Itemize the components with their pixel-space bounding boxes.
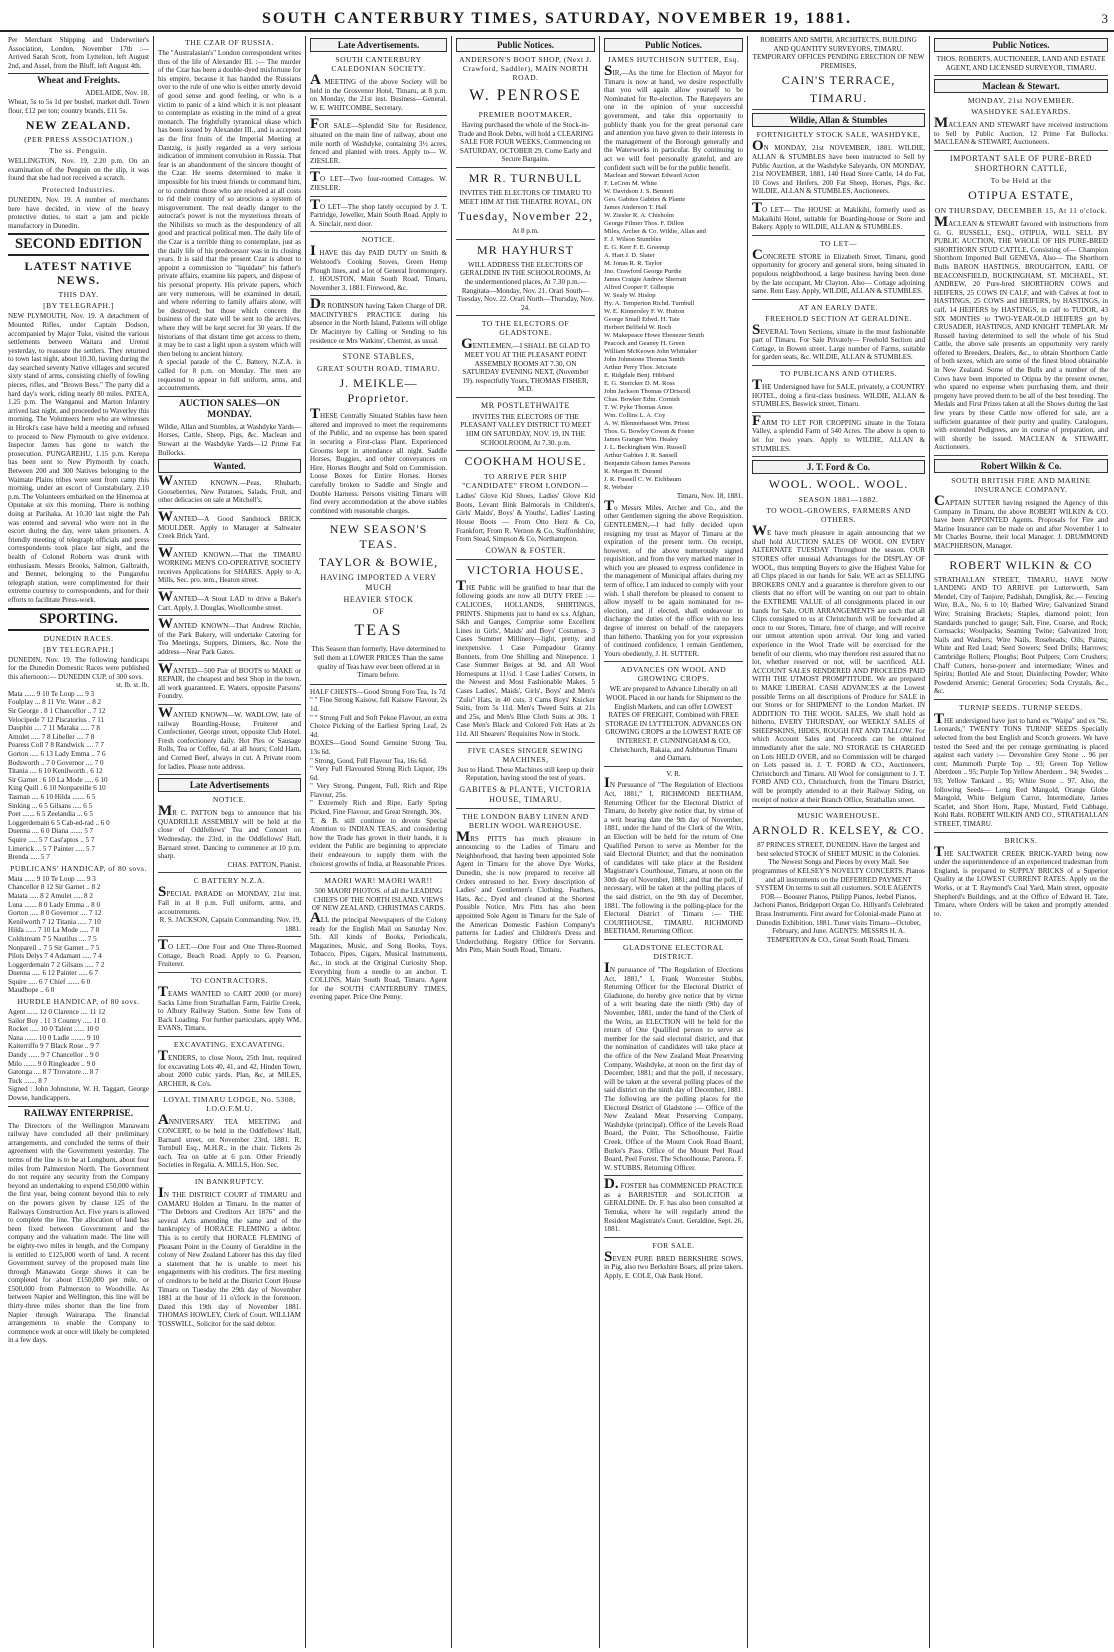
taylor-bowie: TAYLOR & BOWIE,	[318, 555, 439, 570]
maori-photos: 500 MAORI PHOTOS. of all the LEADING CHIEFS OF THE NORTH ISLAND. VIEWS OF NEW ZEALAND. CHRISTMAS CARDS.	[311, 887, 446, 913]
teas-display: TEAS	[354, 622, 403, 640]
list-item: Sailor Boy . 11 3 Country ..... 11 0	[8, 1016, 106, 1025]
list-item: Loggerdemain 7 2 Gilsans ..... 7 2	[8, 960, 105, 969]
list-item: Maclean and Stewart Edward Acton	[604, 172, 700, 180]
press-association: (PER PRESS ASSOCIATION.)	[24, 135, 133, 145]
late-ads-banner: Late Advertisements	[158, 778, 301, 792]
farm-to-let: FARM TO LET FOR CROPPING situate in the Totara Valley, a splendid Farm of 540 Acres. The above is open to let for two years. Apply to WILDIE, ALLAN & STUMBLES.	[752, 416, 925, 457]
list-item: WANTED—A Stout LAD to drive a Baker's Cart. Apply, J. Douglas, Woollcombe street.	[158, 592, 301, 616]
by-telegraph-2: [BY TELEGRAPH.]	[43, 644, 114, 654]
column-7	[930, 36, 1112, 1648]
list-item: Sir Garnet . 6 10 La Mode ..... 6 10	[8, 775, 108, 784]
list-item: John Jackson Thomas O'Driscoll	[604, 388, 691, 396]
wilkin-name: ROBERT WILKIN & CO	[949, 557, 1093, 572]
weights-header: st. lb. st. lb.	[116, 681, 149, 690]
requisition-signatories	[604, 172, 743, 492]
auction-heading: AUCTION SALES—ON MONDAY.	[158, 396, 301, 421]
list-item: W. Davidson J. S. Bennett	[604, 188, 674, 196]
list-item: Luna ....... 8 0 Lady Emma .. 8 0	[8, 900, 101, 909]
timaru-label: TIMARU.	[752, 91, 925, 110]
dunedin-races: DUNEDIN RACES.	[43, 633, 114, 643]
gladstone-electors: TO THE ELECTORS OF GLADSTONE.	[481, 319, 570, 338]
publicans-weights	[8, 875, 149, 995]
maclean-body: MACLEAN AND STEWART have received instructions to Sell by Public Auction, 12 Prime Fat Bullocks. MACLEAN & STEWART, Auctioneers.	[934, 118, 1108, 151]
list-item: Amulet ..... 7 8 Libeller .... 7 8	[8, 732, 95, 741]
list-item: BOXES—Good Sound Genuine Strong Tea, 13s 6d.	[310, 739, 447, 756]
wanted-banner: Wanted.	[158, 459, 301, 473]
victoria-house: VICTORIA HOUSE.	[466, 562, 585, 577]
caledonian-heading: SOUTH CANTERBURY CALEDONIAN SOCIETY.	[331, 55, 426, 73]
list-item: Squire ..... 5 7 Cast'aptos .. 5 7	[8, 835, 95, 844]
list-item: George Filmer Thos. F. Dillon	[604, 220, 684, 228]
list-item: WANTED—A Good Sandstock BRICK MOULDER. Apply to Manager at Saltwater Creek Brick Yard.	[158, 512, 301, 545]
column-3	[306, 36, 452, 1648]
roberts-smith: ROBERTS AND SMITH, ARCHITECTS, BUILDING AND QUANTITY SURVEYORS, TIMARU.	[760, 36, 917, 53]
maori-war-heading: MAORI WAR! MAORI WAR!!	[324, 876, 433, 886]
teas-footer: T. & B. still continue to devote Special Attention to INDIAN TEAS, and considering how the Trade has grown in their hands, it is evident the Public are beginning to appreciate their endeavours to supply them with the choicest growths of India, at Reasonable Prices.	[310, 816, 447, 868]
list-item: Titania .... 6 10 Kenilworth . 6 12	[8, 767, 103, 776]
hurdle-handicap: HURDLE HANDICAP, of 80 sovs.	[17, 997, 140, 1007]
cains-terrace: CAIN'S TERRACE,	[781, 73, 896, 88]
sutter-reply: To Messrs Miles, Archer and Co., and the other Gentlemen signing the above Requisition. GENTLEMEN,—I had fully decided upon resigning my trust as Mayor of Timaru at the expiration of the present term. On receipt, however, of the above numerously signed requisition, and from the very marked manner in which you are pleased to express confidence in the management of Municipal affairs during my term of office, I am induced to comply with your wish. I shall therefore be pleased to consent to allow myself to be again nominated for re-election, and if elected, shall endeavour to discharge the duties of the office with no less degree of interest on behalf of the ratepayers than hitherto. Thanking you for your expression of continued confidence, I remain Gentlemen, Yours obediently, J. H. SUTTER.	[604, 501, 743, 663]
auction-body: Wildie, Allan and Stumbles, at Washdyke Yards—Horses, Cattle, Sheep, Pigs, &c. Maclean and Stewart at the Washdyke Yards—12 Prime Fat Bullocks.	[158, 422, 301, 457]
races-footer: Signed : John Johnstone, W. H. Taggart, George Dowse, handicappers.	[8, 1085, 149, 1102]
makikihi-house: TO LET— The HOUSE at Makikihi, formerly used as Makaikihi Hotel, suitable for Boarding-house or Store and Bakery. Apply to WILDIE, ALLAN & STUMBLES.	[752, 203, 925, 236]
list-item: Coldstream 7 5 Nautilus .... 7 5	[8, 934, 97, 943]
list-item: Thos. G. Bowley Cowan & Foster	[604, 428, 695, 436]
masthead	[0, 6, 1114, 32]
washdyke-saleyards: WASHDYKE SALEYARDS.	[971, 107, 1071, 117]
list-item: Loggerdemain 6 5 Cab-ed-rad .. 6 0	[8, 818, 110, 827]
list-item: Peacock and Geaney H. Green	[604, 340, 685, 348]
list-item: Tuck ....... 8 7	[8, 1076, 48, 1085]
by-telegraph: [BY TELEGRAPH.]	[43, 301, 114, 311]
timaru-election-notice: IN Pursuance of "The Regulation of Elections Act, 1881," I, RICHMOND BEETHAM, Returning Officer for the Electoral District of Timaru, do hereby give notice that, by virtue of a writ bearing date the 9th day of November, 1881, under the hand of the Clerk of the Writs, an Election will be held for the return of One Qualified Person to serve as Member for the said Electoral District; and that the nomination of candidates will take place at the Resident Magistrate's Courthouse, Timaru, at noon on the 30th day of November, 1881; and that the poll, if necessary, will be taken at the polling places of the said district, on the 9th day of December, 1881. The following is the polling-place for the Electoral District of Timaru :— THE COURTHOUSE, TIMARU. RICHMOND BEETHAM, Returning Officer.	[604, 778, 743, 940]
excavating-heading: EXCAVATING. EXCAVATING.	[173, 1040, 286, 1050]
concrete-store: CONCRETE STORE in Elizabeth Street, Timaru, good opportunity for grocery and general store, being situated in populous neighborhood, a large business having been done by the late occupant, Mr Clayton. Also— Cottage adjoining same. Rent Easy. Apply, WILDIE, ALLAN & STUMBLES.	[752, 250, 925, 300]
public-notices-banner-3: Public Notices.	[934, 38, 1108, 52]
thursday-date: ON THURSDAY, DECEMBER 15, At 11 o'clock.	[934, 205, 1108, 215]
bricks-body: THE SALTWATER CREEK BRICK-YARD being now under the superintendence of an experienced tradesman from England, is prepared to SUPPLY BRICKS of a Superior Quality at the LOWEST CURRENT RATES. Apply on the Works, or at T. Raymond's Coal Yard, Main street, opposite Shepherd's Buildings, and at the Office of Edward H. Tate, Timaru, where Orders will be taken and promptly attended to.	[934, 843, 1108, 918]
list-item: F. J. Wilson Stumbles	[604, 236, 662, 244]
sutter-reply-date: Timaru, Nov. 18, 1881.	[676, 492, 743, 501]
turnip-body: THE undersigned have just to hand ex "Waipa" and ex "St. Leonards," TWENTY TONS TURNIP SEEDS Specially selected from the best English and Scotch growers. We have tested the Seed and the per centage germinating is placed against each variety :— Devonshire Grey Stone .. 96 per cent; Mammoth Purple Top .. 93; Green Top Yellow Aberdeen .. 95; Purple Top Yellow Aberdeen .. 94; Swedes .. 93; Yellow Tankard .. 95; White Stone .. 97. Also, the following Seeds— Long Red Mangold, Orange Globe Mangold, White Belgium Carrot, Intermediate, James Scarlet, and Short Horn, Rape, Mustard, Field Cabbage, Kohl Rabi. ROBERT WILKIN AND CO., STRATHALLAN STREET, TIMARU.	[934, 714, 1108, 833]
sutter-requisition: SIR,—As the time for Election of Mayor for Timaru is now at hand, we desire respectfully that you will again allow yourself to be Nominated for Re-election. The Ratepayers are one in the opinion of your successful government, and take this opportunity to publicly thank you for the great personal care and attention you have given to their interests in the management of the Borough generally and the Waterworks in particular. By continuing to act we will feel personally grateful, and are confident such will be for the public benefit.	[604, 63, 743, 172]
penguin-heading: The ss. Penguin.	[49, 146, 108, 156]
list-item: King Quill . 6 10 Nonpareille 6 10	[8, 784, 106, 793]
to-let-heading: TO LET—	[820, 238, 857, 248]
column-6	[748, 36, 930, 1648]
list-item: Dauphin .... 7 11 Maraka ..... 7 8	[8, 724, 100, 733]
early-date: AT AN EARLY DATE.	[798, 302, 879, 312]
having-imported: HAVING IMPORTED A VERY MUCH	[320, 573, 437, 593]
list-item: Nana ....... 10 0 Ladle ........ 9 10	[8, 1033, 100, 1042]
wheat-body: Wheat, 5s to 5s 1d per bushel, market dull. Town flour, £12 per ton; country brands, £11 5s.	[8, 97, 149, 115]
list-item: Alfred Cooper F. Gillespie	[604, 284, 675, 292]
list-item: George Small Edwd. H. Tate	[604, 316, 680, 324]
list-item: Squire ..... 6 7 Chief ....... 6 0	[8, 977, 91, 986]
contractors-heading: TO CONTRACTORS.	[191, 976, 268, 986]
races-intro: DUNEDIN, Nov. 19. The following handicaps for the Dunedin Domestic Races were published this afternoon:— DUNEDIN CUP, of 300 sovs.	[8, 655, 149, 681]
postlethwaite-name: MR POSTLETHWAITE	[481, 400, 570, 410]
shipping-news: Per Merchant Shipping and Underwriter's Association, London, November 17th :— Arrived Sarah Scott, from Lyttelton, left August 2nd, and Assel, from the Bluff, left August 4th.	[8, 36, 149, 70]
native-news-body: NEW PLYMOUTH, Nov. 19. A detachment of Mounted Rifles, under Captain Dodson, accompanied by Major Tuke, visited the various settlements between Waitara and Urenui yesterday, to reassure the settlers. They returned to town last night, about 10.30, having during the day searched seventy Native villages and secured sixty stand of arms, consisting chiefly of fowling pieces, rifles, and "Brown Bess." The party did a hard day's work, riding nearly 80 miles. PATEA, 1.25 p.m. The Wanganui and Marton Infantry arrived last night, and proceeded to Waverley this morning. The Volunteers here who are witnesses in Hiroki's case have held a meeting and refused to proceed to New Plymouth to give evidence. Inspector James has gone to watch the prosecution. PUNGAREHU, 1.15 p.m. Kerepa has been sent to New Plymouth by coach. Between 200 and 300 Natives belonging to the Waimate Plains tribes were sent from camp this morning, under an escort of Constabulary. 2.10 p.m. The Volunteers embarked on the Hinemoa at Opunake at six this morning. There is nothing doing at Parihaka. At 10.30 last night the Pah was entered and several who were not in the escort during the day, were taken prisoners. A friendly meeting of telegraph officials and press correspondents took place last night, and the health of Colonel Roberts was drunk with enthusiasm. Messrs Brooks, Salmon, Galbraith, and Bennet, belonging to the Pungarehu telegraph station, were complimented for their extreme courtesy to correspondents, and for their efforts to facilitate Press-work.	[8, 312, 149, 604]
bricks-heading: BRICKS.	[1004, 835, 1038, 845]
penguin-body: WELLINGTON, Nov. 19, 2.20 p.m. On an examination of the Penguin on the slip, it was found that she had not received a scratch.	[8, 157, 149, 183]
list-item: Duenna .... 6 0 Diana ....... 5 7	[8, 827, 94, 836]
teas-heading: NEW SEASON'S TEAS.	[329, 522, 428, 552]
bankruptcy-heading: IN BANKRUPTCY.	[194, 1176, 265, 1186]
wheat-heading: Wheat and Freights.	[8, 73, 149, 87]
czar-body: The "Australasian's" London correspondent writes thus of the life of Alexander III. :— The murder of the Czar has been a double-dyed misfortune for his empire, because it has handed the Russians over to the rule of one who is either utterly devoid of good sense and good feeling, or who is a victim to panic of a kind which it is not pleasant to contemplate as existing in the mind of a great monarch. The frightfully tyrannical ukase which has been issued by Alexander III., and is accepted as the first fruits of the Imperial Meeting at Dantzig, is justly regarded as a very serious indication of imminent convulsion in Russia. That fear is an abandonment of the sincere thought of the Czar. He seems determined to make it impossible for his truest friends to command him, or to condemn those who are resolved at all costs to rid their country of so atrocious a system of misgovernment. The real deadly danger to the autocrat's power is not the mysterious threats of the Nihilists so much as the despondency of all good and practical political men. The daily life of the Czar is a terrible thing to contemplate, just as the daily life of his predecessor was in its closing years. It is said that the present Czar is about to appoint a commission to "liquidate" his father's private affairs, examine his papers, and dispose of his personal property. His private papers, which are very numerous, will be examined in detail, and where referring to family affairs alone, will be destroyed; but those which concern the business of the state will be sent to the archives, where they will be kept secret for 30 years. If the historians of that distant time get access to them, it may be to cast a light upon a system which will then belong to ancient history.	[158, 49, 301, 358]
excavating-body: TENDERS, to close Noon, 25th Inst, required for excavating Lots 40, 41, and 42, Hinden Town, about 2000 cubic yards. Plan, &c, at MILES, ARCHER, & Co's.	[158, 1051, 301, 1092]
otipua-body: MACLEAN & STEWART favored with instructions from G. G. RUSSELL, ESQ., OTIPUA, WILL SELL BY PUBLIC AUCTION, THE WHOLE OF HIS PURE-BRED SHORTHORN STUD CATTLE, Consisting of— Champion Shorthorn Imported Bull GENEVA, Also— The Shorthorn Bulls BARON HASTINGS, BROUGHTON, EARL OF BEACONSFIELD, BUCKINGHAM, ST. MICHAEL, ST. ANDREW, 20 Pure-bred SHORTHORN COWS and HEIFERS, 25 COWS IN CALF, and with Calves at foot to HASTINGS, 25 COWS and HEIFERS, by HASTINGS, in calf, 14 HEIFERS by HASTINGS, in calf to TUDOR, 43 SIX MONTHS to TWO-YEAR-OLD HEIFERS got by CRUSADER, HASTINGS, AND KNIGHT TEMPLAR. Mr Russell having determined to sell the whole of his Stud Cattle, the above sale presents an opportunity very rarely offered to Breeders, Dealers, &c., to obtain Shorthorn Cattle of both sexes, which are some of the finest blood obtainable in New Zealand. Some of the Bulls and a number of the Cows have been imported to Otipua by the present owner, who spared no expense when purchasing them, and their progeny have proved them to be all of the best breeding. The Medals and First Prizes taken at all the Shows during the last few years by these Cattle now offered for sale, are a sufficient guarantee of their purity and quality. Catalogues, with extended Pedigrees, are in course of preparation, and will shortly be issued. MACLEAN & STEWART, Auctioneers.	[934, 217, 1108, 456]
wilkin-banner: Robert Wilkin & Co.	[934, 459, 1108, 473]
turnbull-name: MR R. TURNBULL	[468, 170, 583, 185]
list-item: " Strong, Good, Full Flavour Tea, 16s 6d.	[310, 756, 428, 765]
battery-parade: SPECIAL PARADE on MONDAY, 21st inst. Fall in at 8 p.m. Full uniform, arms, and accoutrements.	[158, 884, 301, 916]
list-item: A. Hart J. D. Slater	[604, 252, 655, 260]
berkshire-pigs: SEVEN PURE BRED BERKSHIRE SOWS, in Pig, also two Berkshire Boars, all prize takers. Apply, E. COLE, Oak Bank Hotel.	[604, 1248, 743, 1281]
notice-heading: NOTICE.	[212, 795, 247, 805]
list-item: J. L. Beckingham Wm. Russell	[604, 444, 687, 452]
ford-body: WE have much pleasure in again announcing that we shall hold AUCTION SALES OF WOOL ON EVERY ALTERNATE TUESDAY Throughout the season. OUR STORES offer unusual Advantages for the DISPLAY OF WOOL, thus tempting Buyers to give the Highest Value for all Clips placed in our hands for Sale. WE act as SELLING BROKERS ONLY and a guarantee is therefore given to our clients that no effort will be wanting on our part to obtain the EXTREME VALUE of all consignments placed in our hands for Sale. OUR ARRANGEMENTS are such that all Clips consigned to us at Christchurch will be forwarded at once to our Stores, Timaru, free of charge, and will receive our utmost attention upon arrival. Our long and varied experience in the Wool Trade will be exercised for the benefit of our clients, who may therefore rest assured that no lot, whether reserved or not, will be sacrificed. ALL ACCOUNT SALES RENDERED AND PROCEEDS PAID WITH THE UTMOST PROMPTITUDE. We are prepared to MAKE LIBERAL CASH ADVANCES at the Lowest possible Terms on all descriptions of Produce for SALE in our Stores or for SHIPMENT to the London Market. IN ADDITION TO THE WOOL SALES, We shall hold as hitherto, EVERY THURSDAY, our WEEKLY SALES of SHEEPSKINS, HIDES, ROUGH FAT AND TALLOW. For which Account Sales and Proceeds can be obtained immediately after the sale. NO STORAGE IS CHARGED on Lots HELD OVER, and no Commission will be charged on Lots passed in. J. T. FORD & CO., Auctioneers, Christchurch and Timaru. All Wool for consignment to J. T. FORD AND CO., Christchurch, from the Timaru District, will be promptly attended to at their Railway Siding, on receipt of notice at their Branch Office, Strathallan street.	[752, 526, 925, 808]
list-item: Mata ...... 9 10 Te Loup ..... 9 3	[8, 874, 96, 883]
lodge-body: ANNIVERSARY TEA MEETING and CONCERT, to be held in the Oddfellows' Hall, Barnard street, on November 23rd, 1881. R. Turnbull Esq., M.H.R., in the chair. Tickets 2s each. Tea on table at 6 p.m. Other Friendly Societies in Regalia. A. MILLS, Hon. Sec.	[158, 1115, 301, 1174]
wheat-dateline: ADELAIDE, Nov. 18.	[85, 89, 149, 98]
list-item: WANTED—500 Pair of BOOTS to MAKE or REPAIR, the cheapest and best Shop in the town, all work guaranteed. E. Waters, opposite Parsons' Foundry.	[158, 664, 301, 705]
wanted-list	[158, 473, 301, 775]
page-number: 3	[1101, 11, 1108, 26]
list-item: Tasman .... 6 10 Hilda ....... 6 5	[8, 793, 96, 801]
column-2	[154, 36, 306, 1648]
turnbull-date: Tuesday, November 22,	[457, 209, 594, 224]
list-item: Arthur Perry Thos. Jetcoate	[604, 364, 677, 372]
monday-label: MONDAY, 21st NOVEMBER.	[967, 96, 1075, 106]
list-item: A. W. Blennerhasset Wm. Priest	[604, 420, 690, 428]
list-item: Duenna ..... 6 12 Painter ..... 6 7	[8, 969, 99, 978]
list-item: Agent ...... 12 0 Clarence .... 11 12	[8, 1008, 106, 1017]
anderson-boot-shop: ANDERSON'S BOOT SHOP, (Next J. Crawford, Saddler), MAIN NORTH ROAD.	[459, 55, 592, 82]
column-5	[600, 36, 748, 1648]
list-item: Maudhope .. 6 0	[8, 986, 55, 995]
list-item: W. Makepeace Howe Ebenezer Smith	[604, 332, 704, 340]
list-item: Hilda ...... 7 10 La Mode ..... 7 8	[8, 926, 100, 935]
column-1	[4, 36, 154, 1648]
latest-native-news: LATEST NATIVE NEWS.	[24, 259, 133, 288]
fisher-body: GENTLEMEN,—I SHALL BE GLAD TO MEET YOU AT THE PLEASANT POINT ASSEMBLY ROOMS AT 7.30, ON SATURDAY EVENING NEXT, (November 19). respectfully Yours, THOMAS FISHER, M.D.	[456, 339, 595, 398]
held-at: To be Held at the	[990, 175, 1052, 185]
this-day: THIS DAY.	[58, 290, 99, 300]
list-item: HALF CHESTS—Good Strong Fore Tea, 1s 7d	[310, 687, 446, 696]
gladstone-election-notice: IN pursuance of "The Regulation of Elections Act, 1881," I, Frank Worcester Stubbs, Returning Officer for the Electoral District of Gladstone, do hereby give notice that by virtue of a writ bearing date the ninth (9th) day of November, 1881, under the hand of the Clerk of the Writs, an ELECTION will be held for the return of One Qualified person to serve as member for the said electoral district, and that the nomination of candidates will take place at the office of the New Zealand Meat Preserving Company, Washdyke, at noon on the first day of December, 1881; and that the poll, if necessary, will be taken at the several polling places of the said district on the ninth day of December, 1881. The following are the polling places for the Electoral District of Gladstone :— Office of the New Zealand Meat Preserving Company, Washdyke (principal). Office of the Levels Road Board, the Point. The Schoolhouse, Fairlie Creek. Office of the Mount Cook Road Board, Burke's Pass. Office of the Mount Peel Road Board, Peel Forest. The Schoolhouse, Pareora. F. W. STUBBS, Returning Officer.	[604, 963, 743, 1176]
list-item: James Anderson T. Hall	[604, 204, 667, 212]
sporting-heading: SPORTING.	[8, 608, 149, 631]
list-item: E. G. Kerr F. E. Greenup	[604, 244, 670, 252]
turnbull-time: At 8 p.m.	[456, 227, 595, 240]
second-edition-heading: SECOND EDITION	[8, 233, 149, 256]
stone-stables-address: GREAT SOUTH ROAD, TIMARU.	[317, 364, 440, 374]
duty-notice-body: I HAVE this day PAID DUTY on Smith & Welstood's Cooking Stoves, Green Hemp Plough lines, and a lot of General Ironmongery. J. HOUSTON, Main South Road, Timaru, November 3, 1881. Firewood, &c.	[310, 246, 447, 296]
bankruptcy-body: IN THE DISTRICT COURT of TIMARU and OAMARU Holden at Timaru. In the matter of "The Debtors and Creditors Act 1876" and the several Acts amending the same and of the bankruptcy of HORACE FLEMING a debtor. This is to certify that HORACE FLEMING of Pleasant Point in the County of Geraldine in the colony of New Zealand Laborer has this day filed a statement that he is unable to meet his engagements with his creditors. The first meeting of creditors to be held at the District Court House Timaru on Tuesday the 29th day of November 1881 at the hour of 11 o'clock in the forenoon. Dated this 19th day of November 1881. THOMAS HOWLEY, Clerk of Court. WILLIAM TOSSWILL, Solicitor for the said debtor.	[158, 1184, 301, 1328]
duty-notice-heading: NOTICE.	[361, 235, 396, 245]
sutter-heading: JAMES HUTCHISON SUTTER, Esq.	[607, 55, 740, 64]
list-item: WANTED KNOWN.—Peas, Rhubarb, Gooseberries, New Potatoes, Salads, Fruit, and other delicacies on sale at Mitchell's.	[158, 476, 301, 509]
list-item: Kaiterriffo 9 7 Black Rose .. 9 7	[8, 1042, 100, 1051]
list-item: " " Strong Full and Soft Pekoe Flavour, an extra Choice Picking of the Earliest Spring Leaf, 2s 4d.	[310, 713, 447, 739]
list-item: Nonpareil .. 7 5 Sir Garnet .. 7 5	[8, 943, 100, 952]
advances-body: WE are prepared to Advance Liberally on all WOOL Placed in our hands for Shipment to the English Markets, and can offer LOWEST RATES OF FREIGHT, Combined with FREE STORAGE IN LYTTELTON. ADVANCES ON GROWING CROPS at the LOWEST RATE OF INTEREST. P. CUNNINGHAM & CO, Christchurch, Rakaia, and Ashburton Timaru and Oamaru.	[604, 685, 743, 766]
list-item: Geo. Gabites Gabites & Plante	[604, 196, 686, 204]
list-item: Arthur Gabites J. R. Sansell	[604, 452, 678, 460]
country-hotel: THE Undersigned have for SALE, privately, a COUNTRY HOTEL, doing a first-class business. WILDIE, ALLAN & STUMBLES, Beswick street, Timaru.	[752, 380, 925, 413]
residence-for-sale: FOR SALE—Splendid Site for Residence, situated on the main line of railway, about one mile north of Washdyke, containing 3½ acres, fenced and planted with trees. Apply to— W. ZIESLER.	[310, 119, 447, 169]
list-item: Pilots Delys 7 4 Adamant ..... 7 4	[8, 952, 102, 961]
pitts-body: MRS PITTS has much pleasure in announcing to the Ladies of Timaru and Neighborhood, that having been appointed Sole Agent in Timaru for the above Dye Works, Dunedin, she is now prepared to receive all Orders entrusted to her. Every description of Ladies' and Gentlemen's Clothing, Feathers, Hats, &c., Dyed and cleaned at the Shortest Possible Notice. Mrs Pitts has also been appointed Sole Agent in Timaru for the Sale of the American Domestic Fashion Company's patterns for Ladies' and Children's Dress and Underclothing. Registry Office for Servants. Mrs Pitts, Main South Road, Timaru.	[456, 828, 595, 955]
otipua-estate: OTIPUA ESTATE,	[968, 187, 1074, 202]
maclean-banner: Maclean & Stewart.	[934, 79, 1108, 93]
czar-heading: THE CZAR OF RUSSIA.	[185, 38, 274, 47]
list-item: Brenda ..... 5 7	[8, 853, 50, 862]
list-item: James Granger Wm. Healey	[604, 436, 679, 444]
penrose-body: Having purchased the whole of the Stock-in-Trade and Book Debts, will hold a CLEARING SALE FOR FOUR WEEKS, Commencing on SATURDAY, OCTOBER 29. Come Early and Secure Bargains.	[456, 121, 595, 168]
important-sale: IMPORTANT SALE OF PURE-BRED SHORTHORN CATTLE,	[949, 153, 1093, 173]
battery-notice: A special parade of the C. Battery, N.Z.A. is called for 8 p.m. on Monday. The men are requested to appear in full uniform, arms, and accoutrements.	[158, 358, 301, 393]
penrose-name: W. PENROSE	[469, 87, 582, 104]
railway-heading: RAILWAY ENTERPRISE.	[8, 1106, 149, 1120]
industries-body: DUNEDIN, Nov. 19. A number of merchants here have decided, in view of the heavy protective duties, to start a jam and pickle manufactory in Dunedin.	[8, 195, 149, 230]
list-item: John Johnstone Thomas Smith	[604, 356, 685, 364]
industries-heading: Protected Industries.	[42, 184, 115, 194]
ford-banner: J. T. Ford & Co.	[752, 460, 925, 474]
new-zealand-heading: NEW ZEALAND.	[25, 118, 132, 133]
list-item: Milo ....... 9 0 Ringleader .. 9 0	[8, 1059, 96, 1068]
list-item: Sir George . 8 1 Chancellor .. 7 12	[8, 707, 106, 716]
publicans-heading: TO PUBLICANS AND OTHERS.	[779, 369, 898, 379]
list-item: W. Sealy W. Hislop	[604, 292, 656, 300]
list-item: Wm. Collins L. A. Coy	[604, 412, 666, 420]
hayhurst-name: MR HAYHURST	[477, 242, 574, 257]
quadrille-sign: CHAS. PATTON, Pianist.	[158, 861, 301, 874]
list-item: E. G. Stericker D. M. Ross	[604, 380, 675, 388]
contractors-body: TEAMS WANTED to CART 2000 (or more) Sacks Lime from Strathallan Farm, Fairlie Creek, to Albury Railway Station. Some few Tons of Back Loading. For further particulars, apply WM. EVANS, Timaru.	[158, 987, 301, 1037]
public-notices-banner: Public Notices.	[456, 38, 595, 52]
newspaper-title: SOUTH CANTERBURY TIMES, SATURDAY, NOVEMBER 19, 1881.	[261, 10, 853, 27]
list-item: James Craigie Andrew Sherratt	[604, 276, 687, 284]
music-warehouse: MUSIC WAREHOUSE.	[797, 811, 880, 821]
hurdle-weights	[8, 1008, 149, 1085]
list-item: Dandy ...... 9 7 Chancellor .. 9 0	[8, 1051, 99, 1060]
stables-body: THESE Centrally Situated Stables have been altered and improved to meet the requirements of the Public, and no expense has been spared in securing a First-class Plant. Experienced Grooms kept in attendance all night. Saddle Horses, Buggies, and other conveyances on Hire. Horses Bought and Sold on Commission. Loose Boxes for Entire Horses. Horses carefully broken to Saddle and Single and Double Harness. Persons visiting Timaru will find every accommodation at the above stables combined with reasonable charges.	[310, 409, 447, 519]
wilkin-body: STRATHALLAN STREET, TIMARU, HAVE NOW LANDING AND TO ARRIVE per Lutterworth, Sam Mendel, City of Tanjore, Padishah, Dunglisk, &c.— Fencing Wire, B.A., No. 6 to 10; Barbed Wire; Galvanized Strand Wire; Straining Brackets; Staples, diamond point; Iron Standards punched to gauge; Salt, Fine, Coarse, and Rock; Cornsacks; Woolpacks; Seaming Twine; Galvanized Iron; Nails and Washers; Wire Nails, Roseheads; Oils; Paints; White and Red Lead; Seed Sowers; Seed Drills; Harrows; Cambridge Rollers; Ploughs; Boot Pulpers; Corn Crushers; Chaff Cutters, horse-power and intermediate; Wines and Spirits; Bottled Ale and Stout; Disinfecting Powder; White Powdered Arsenic; General Groceries; Soda Crystals, &c., &c.	[934, 576, 1108, 700]
wildie-body: ON MONDAY, 21st NOVEMBER, 1881. WILDIE, ALLAN & STUMBLES have been instructed to Sell by Public Auction, at the Washdyke Saleyards, ON MONDAY, 21st NOVEMBER, 1881, 140 Head Store Cattle, 14 do Fat, 10 Cows and Heifers, 200 Fat Sheep, Horses, Pigs, &c. WILDIE, ALLAN & STUMBLES, Auctioneers.	[752, 141, 925, 200]
fortnightly-sale: FORTNIGHTLY STOCK SALE, WASHDYKE,	[756, 130, 921, 140]
wool-heading: WOOL. WOOL. WOOL.	[768, 477, 909, 492]
list-item: Gatonga .... 8 7 Trovatore ... 8 7	[8, 1068, 99, 1077]
cookham-sub: TO ARRIVE PER SHIP "CANDIDATE" FROM LONDON—	[462, 472, 589, 491]
list-item: R. Morgan H. Durand	[604, 468, 662, 476]
cookham-house: COOKHAM HOUSE.	[464, 454, 587, 469]
london-baby-linen: THE LONDON BABY LINEN AND BERLIN WOOL WAREHOUSE.	[462, 811, 589, 830]
list-item: " Extremely Rich and Ripe, Early Spring Picked, Fine Flavour, and Great Strength, 30s.	[310, 799, 447, 817]
list-item: WANTED KNOWN.—That the TIMARU WORKING MEN'S CO-OPERATIVE SOCIETY receives Applications for SHARES. Apply to A. Mills, Sec. pro. tem., Heaton street.	[158, 548, 301, 589]
heavier-stock: HEAVIER STOCK	[343, 595, 414, 605]
for-sale-heading: FOR SALE.	[652, 1240, 695, 1250]
kelsey-name: ARNOLD R. KELSEY, & CO.	[752, 823, 925, 838]
list-item: Jno. Crawford George Purdie	[604, 268, 682, 276]
sutter-agency: CAPTAIN SUTTER having resigned the Agency of this Company in Timaru, the above ROBERT WILKIN & CO. have been APPOINTED Agents. Proposals for Fire and Marine Insurance can be made on and after November 1 to Mr Charles Bourne, their local Manager. J. DRUMMOND MACPHERSON, Manager.	[934, 496, 1108, 555]
list-item: Mata ...... 9 10 Te Loup .... 9 3	[8, 689, 95, 698]
gabites-plante: GABITES & PLANTE, VICTORIA HOUSE, TIMARU.	[456, 785, 595, 809]
lodge-heading: LOYAL TIMARU LODGE, No. 5308, I.O.O.F.M.U.	[163, 1095, 296, 1114]
cup-weights	[8, 690, 149, 862]
list-item: M. Jonas R. R. Taylor	[604, 260, 662, 268]
list-item: " Very Full Flavoured Strong Rich Liquor, 19s 6d.	[310, 765, 447, 782]
south-british: SOUTH BRITISH FIRE AND MARINE INSURANCE COMPANY.	[951, 476, 1091, 494]
cottages-to-let: TO LET—Two four-roomed Cottages. W. ZIESLER.	[310, 172, 447, 196]
list-item: WANTED KNOWN—W. WADLOW, late of railway Boarding-House, Fruiterer and Confectioner, George street, opposite Club Hotel. Fresh confectionery daily. Hot Pies or Sausage Rolls, Tea or Coffee, 6d. at all hours; Cold Ham, and Corned Beef, always in cut. A Private room for ladies. Please note address.	[158, 708, 301, 775]
list-item: Miles, Archer & Co. Wildie, Allan and	[604, 228, 706, 236]
list-item: Chas. Bowker Edm. Cornish	[604, 396, 680, 404]
turnbull-invites: INVITES THE ELECTORS OF TIMARU TO MEET HIM AT THE THEATRE ROYAL, ON	[459, 188, 592, 206]
list-item: Benjamin Gibson James Parsons	[604, 460, 691, 468]
list-item: Bodsworth .. 7 0 Governor .... 7 0	[8, 758, 104, 767]
foster-practice: D. FOSTER has COMMENCED PRACTICE as a BARRISTER and SOLICITOR at GERALDINE. Dr. F. has also been consulted at Temuka, where he will regularly attend the Resident Magistrate's Court. Geraldine, Sept. 26, 1881.	[604, 1179, 743, 1238]
public-notices-banner-2: Public Notices.	[604, 38, 743, 52]
divider	[310, 872, 447, 873]
railway-body: The Directors of the Wellington Manawatu railway have concluded all their preliminary arrangements, and concluded the terms of their agreement with the Government yesterday. The terms of the line is to be at Longburn, about four miles from Palmerston North. The Government do not require any security from the Company beyond an undertaking to expend £50,000 within the first year, being content beyond this to rely on the powers given by clause 125 of the Railways Construction Act. Five years is allowed to complete the line. The allocation of land has been fixed between Government and the company and the valuation made. The line will be eighty-two miles in length, and the Company is entitled to £125,000 worth of land. A recent Government survey of the proposed main line through Manawatu Gorge shows it can be completed for about £150,000 per mile, or £500,000 from Palmerston to Woodville. As between Napier and Wellington, this line will be thirty-three miles shorter than the line from Napier through Wairarapa. The financial arrangements to enable the Company to commence work at once will likely be completed in a few days.	[8, 1121, 149, 1345]
list-item: Matata ..... 8 2 Amulet ..... 8 2	[8, 891, 93, 900]
list-item: Herbert Belfield W. Roch	[604, 324, 672, 332]
turnip-heading: TURNIP SEEDS. TURNIP SEEDS.	[959, 702, 1083, 712]
divider	[310, 684, 447, 685]
advances-heading: ADVANCES ON WOOL AND GROWING CROPS.	[620, 665, 727, 684]
collins-body: ALL the principal Newspapers of the Colony ready for the English Mail on Saturday Nov. 5th. All kinds of Books, Periodicals, Magazines, Music, and Song Books, Toys, Tobacco, Pipes, Cigars, Musical Instruments, &c., in stock at the Original Curiosity Shop. Everything from a needle to an anchor. T. COLLINS, Main South Road, Timaru. Agent for the SOUTH CANTERBURY TIMES, evening paper. Price One Penny.	[310, 910, 447, 1002]
list-item: WANTED KNOWN—That Andrew Ritchie, of the Park Bakery, will undertake Catering for Tea Meetings, Suppers, Dinners, &c. Note the address—Near Park Gates.	[158, 619, 301, 660]
kelsey-body: 87 PRINCES STREET, DUNEDIN. Have the largest and best selected STOCK of SHEET MUSIC in the Colonies. The Newest Songs and Pieces by every Mail. See programmes of KELSEY'S NOVELTY CONCERTS. Pianos and all instruments on the DEFERRED PAYMENT SYSTEM On terms to suit all customers. SOLE AGENTS FOR— Boosner Pianos, Philipp Pianos, Jeebel Pianos, Jachoni Pianos, Bridgeport Organ Co. Hillyard's Celebrated Brass Instruments. First award for Colonial-made Piano at Dunedin Exhibition, 1881. Tuner visits Timaru—October, February, and June. AGENTS: MESSRS H. A. TEMPERTON & CO., Great South Road, Timaru.	[752, 841, 925, 944]
meikle-proprietor: J. MEIKLE—Proprietor.	[339, 376, 418, 406]
list-item: E. Ridgdale Benj. Hibbard	[604, 372, 675, 380]
battery-sign: R. S. JACKSON, Captain Commanding. Nov. 19, 1881.	[158, 916, 301, 937]
list-item: Chancellor 8 12 Sir Garnet .. 8 2	[8, 883, 101, 892]
quadrille-notice: MR C. PATTON begs to announce that his QUADRILLE ASSEMBLY will be held at the close of Oddfellows' Tea and Concert on Wednesday, the 23rd, in the Oddfellows' Hall, Barnard street. Dancing to commence at 10 p.m. sharp.	[158, 803, 301, 861]
list-item: Poet ....... 6 5 Zeelandia ... 6 5	[8, 810, 93, 819]
list-item: J. R. Fussell C. W. Eichbaum	[604, 476, 682, 484]
robinson-notice: DR ROBINSON having Taken Charge of DR. MACINTYRE'S PRACTICE during his absence in the North Island, Patients will oblige Dr Macintyre by Calling or Sending to his residence or Mrs Watkins', Chemist, as usual.	[310, 299, 447, 349]
battery-heading: C BATTERY N.Z.A.	[193, 876, 266, 886]
stone-stables-heading: STONE STABLES,	[342, 352, 415, 362]
list-item: W. E. Kinnersley F. W. Hutton	[604, 308, 685, 316]
gladstone-district-heading: GLADSTONE ELECTORAL DISTRICT.	[623, 943, 724, 962]
list-item: Limerick ... 5 7 Painter ..... 5 7	[8, 844, 95, 853]
list-item: Gorton ..... 8 0 Governor .... 7 12	[8, 909, 102, 918]
season-label: SEASON 1881—1882.	[798, 495, 879, 505]
late-ads-banner-2: Late Advertisements.	[310, 38, 447, 52]
list-item: R. Webster	[604, 484, 634, 492]
list-item: Foulplay ... 8 11 Vtr. Water .. 8 2	[8, 698, 102, 707]
column-4	[452, 36, 600, 1648]
vr-mark: V. R.	[666, 769, 681, 778]
publicans-handicap: PUBLICANS' HANDICAP, of 80 sovs.	[10, 863, 147, 873]
cowan-foster: COWAN & FOSTER.	[456, 546, 595, 560]
freehold-geraldine: FREEHOLD SECTION AT GERALDINE.	[765, 313, 912, 323]
cottage-to-let: TO LET.—One Four and One Three-Roomed Cottage, Beach Road. Apply to G. Pearson, Fruiterer.	[158, 940, 301, 973]
caledonian-body: A MEETING of the above Society will be held in the Grosvenor Hotel, Timaru, at 8 p.m. on Monday, the 21st inst. Business—General. W. E. WHITCOMBE, Secretary.	[310, 75, 447, 116]
list-item: Hy. A. Temperton Richd. Turnbull	[604, 300, 695, 308]
cookham-body: Ladies' Glove Kid Shoes, Ladies' Glove Kid Boots, Levant Bink Balmorals in Children's, Girls' Maids', Boys' & Youths', Ladies' Lasting House Boots — From Otto Herz & Co, Frankfort; From R. Vernon & Co, Staffordshire; From Stead, Simpson & Co, Northampton.	[456, 492, 595, 544]
of-label: OF	[372, 607, 385, 617]
list-item: Rocket ..... 10 0 Talent ...... 10 0	[8, 1025, 99, 1034]
postlethwaite-body: INVITES THE ELECTORS OF THE PLEASANT VALLEY DISTRICT TO MEET HIM ON SATURDAY, NOV. 19, IN THE SCHOOLROOM, At 7.30. p.m.	[456, 413, 595, 451]
list-item: Sinking ... 6 5 Gilsans ..... 6 5	[8, 801, 93, 810]
list-item: Kenilworth 7 12 Titania ..... 7 10	[8, 917, 101, 926]
list-item: T. W. Pyke Thomas Amos	[604, 404, 673, 412]
thos-roberts: THOS. ROBERTS, AUCTIONEER, LAND AND ESTATE AGENT, AND LICENSED SURVEYOR, TIMARU.	[934, 55, 1108, 76]
wool-growers: TO WOOL-GROWERS, FARMERS AND OTHERS.	[766, 506, 911, 525]
tea-price-list	[310, 688, 447, 817]
temporary-offices: TEMPORARY OFFICES PENDING ERECTION OF NEW PREMISES,	[752, 53, 925, 70]
hayhurst-body: WILL ADDRESS THE ELECTORS OF GERALDINE IN THE SCHOOLROOMS, At the undermentioned places, At 7.30 p.m.— Rangitata—Monday, Nov. 21. Orari South—Tuesday, Nov. 22. Orari North—Thursday, Nov. 24.	[456, 261, 595, 317]
town-sections: SEVERAL Town Sections, situate in the most fashionable part of Timaru. For Sale Privately— Freehold Section and Cottage, in Bowen street. Large number of Farms, suitable for garden seats, &c. WILDIE, ALLAN & STUMBLES.	[752, 325, 925, 366]
wildie-banner: Wildie, Allan & Stumbles	[752, 113, 925, 127]
singer-heading: FIVE CASES SINGER SEWING MACHINES,	[467, 745, 584, 764]
list-item: W. Ziesler R. A. Chisholm	[604, 212, 674, 220]
shop-to-let: TO LET—The shop lately occupied by J. T. Partridge, Jeweller, Main South Road. Apply to A. Sinclair, next door.	[310, 200, 447, 233]
list-item: " " Fine Strong Kaisow, full Kaisow Flavour, 2s 1d.	[310, 696, 447, 713]
list-item: Velocipede 7 12 Piscatorius . 7 11	[8, 715, 105, 724]
victoria-body: THE Public will be gratified to hear that the following goods are now all DUTY FREE :— CALICOES, HOLLANDS, SHIRTINGS, PRINTS. Shipments just to hand ex s.s. Afghan, Sikh and Ganges, Comprise some Excellent Lines in Girls', Maids' and Boys' Costumes. 3 Cases Summer Millinery—light, pretty, and inexpensive. 1 Case Pompadour Granny Bonnets, from One Shilling and Ninepence. 1 Case Summer Beiges at 9d. and All Wool Homespuns at 11½d. 1 Case Ladies' Corsets, in the Newest and Most Fashionable Makes. 5 Cases Ladies', Maids', Girls', Boys' and Men's "Zulu" Hats, in 40 cuts. 3 Cams Boys' Knicker Suits, from 5s 11d. Men's Tweed Suits at 21s and 25s, and Men's Blue Cloth Suits at 30s. 1 Case Men's Black and Colored Felt Hats at 2s 11d. All Shearers' Requisites Now in Stock.	[456, 581, 595, 743]
list-item: Gorton ..... 6 13 Lady Emma .. 7 6	[8, 750, 106, 759]
list-item: F. LeCren M. White	[604, 180, 658, 188]
teas-body: This Season than formerly, Have determined to Sell them at LOWER PRICES Than the same quality of Teas have ever been offered at in Timaru before.	[311, 645, 446, 680]
list-item: Pearess Coll 7 8 Randwick .... 7 7	[8, 741, 104, 750]
list-item: William McKeown John Whittaker	[604, 348, 697, 356]
penrose-sub: PREMIER BOOTMAKER,	[478, 110, 573, 119]
list-item: " Very Strong, Pungent, Full, Rich and Ripe Flavour, 25s.	[310, 782, 447, 799]
singer-body: Just to Hand. These Machines still keep up their Reputation, having stood the test of years.	[457, 765, 594, 783]
